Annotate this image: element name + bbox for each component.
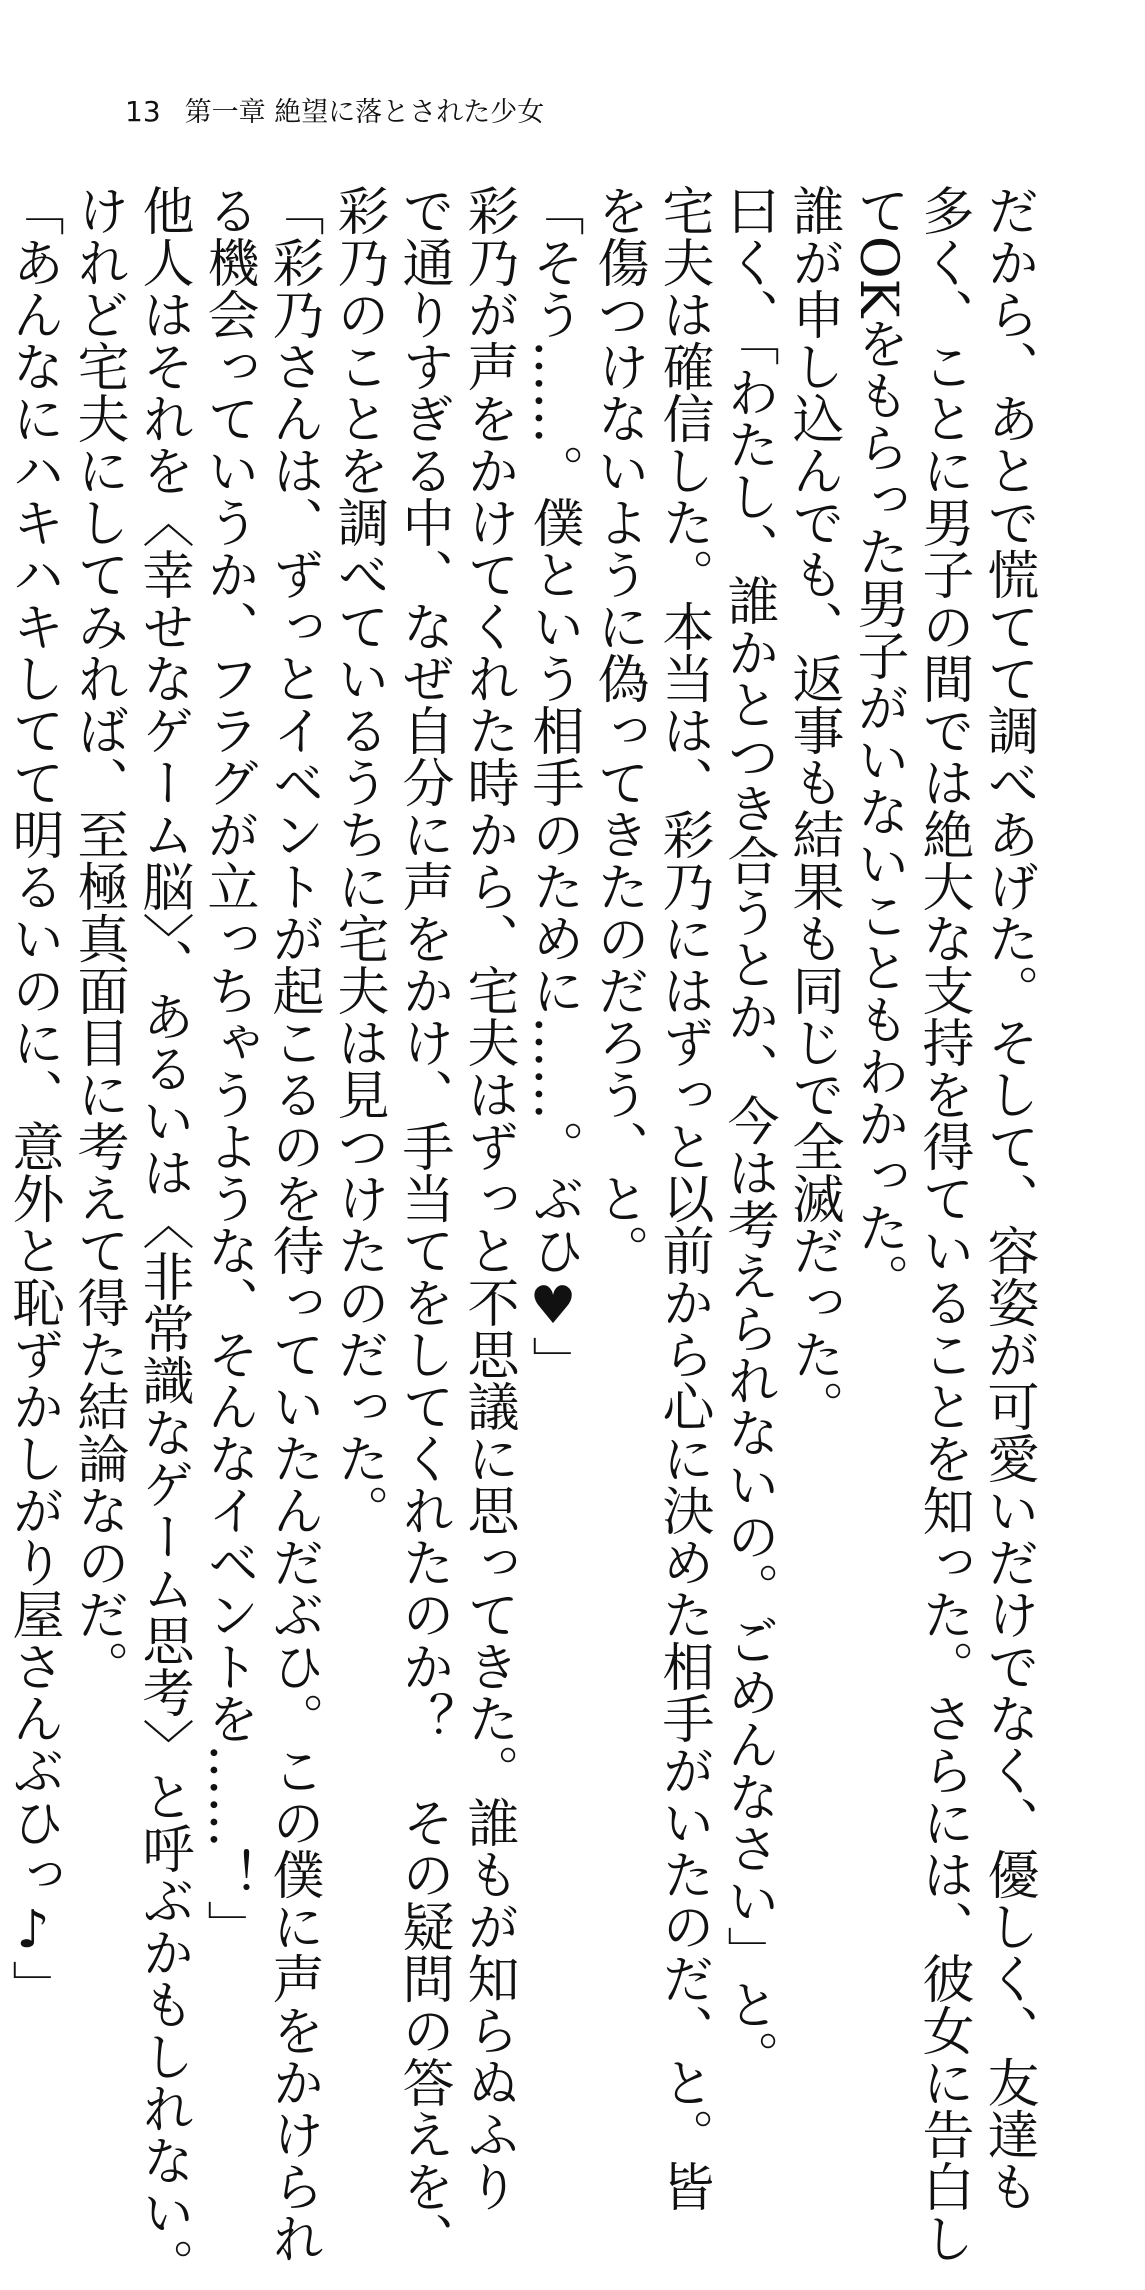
- text-line-3: てOKをもらった男子がいないこともわかった。: [848, 184, 908, 1306]
- page-number: 13: [125, 95, 161, 128]
- text-line-16: 「あんなにハキハキしてて明るいのに、意外と恥ずかしがり屋さんぶひっ♪」: [3, 184, 63, 2012]
- text-line-5: 曰く、「わたし、誰かとつき合うとか、今は考えられないの。ごめんなさい」と。: [718, 184, 778, 2082]
- text-line-4: 誰が申し込んでも、返事も結果も同じで全滅だった。: [783, 184, 843, 1432]
- text-line-10: で通りすぎる中、なぜ自分に声をかけ、手当てをしてくれたのか？ その疑問の答えを、: [393, 184, 453, 2264]
- text-line-14: 他人はそれを〈幸せなゲーム脳〉、あるいは〈非常識なゲーム思考〉と呼ぶかもしれない。: [133, 184, 193, 2290]
- chapter-title: 第一章 絶望に落とされた少女: [184, 97, 545, 128]
- text-line-11: 彩乃のことを調べているうちに宅夫は見つけたのだった。: [328, 184, 388, 1536]
- text-line-1: だから、あとで慌てて調べあげた。そして、容姿が可愛いだけでなく、優しく、友達も: [978, 184, 1038, 2212]
- vertical-body-text: [3, 184, 1040, 2290]
- text-line-2: 多く、ことに男子の間では絶大な支持を得ていることを知った。さらには、彼女に告白し: [913, 184, 973, 2264]
- running-header: [125, 92, 544, 132]
- text-line-6: 宅夫は確信した。本当は、彩乃にはずっと以前から心に決めた相手がいたのだ、と。皆: [653, 184, 713, 2212]
- text-line-12: 「彩乃さんは、ずっとイベントが起こるのを待っていたんだぶひ。この僕に声をかけられ: [263, 184, 323, 2264]
- text-line-8: 「そう……。僕という相手のために……。ぶひ♥」: [523, 184, 583, 1388]
- text-line-13: る機会っていうか、フラグが立っちゃうような、そんなイベントを……！」: [198, 184, 258, 1952]
- text-line-7: を傷つけないように偽ってきたのだろう、と。: [588, 184, 648, 1276]
- text-line-15: けれど宅夫にしてみれば、至極真面目に考えて得た結論なのだ。: [68, 184, 128, 1692]
- text-line-9: 彩乃が声をかけてくれた時から、宅夫はずっと不思議に思ってきた。誰もが知らぬふり: [458, 184, 518, 2212]
